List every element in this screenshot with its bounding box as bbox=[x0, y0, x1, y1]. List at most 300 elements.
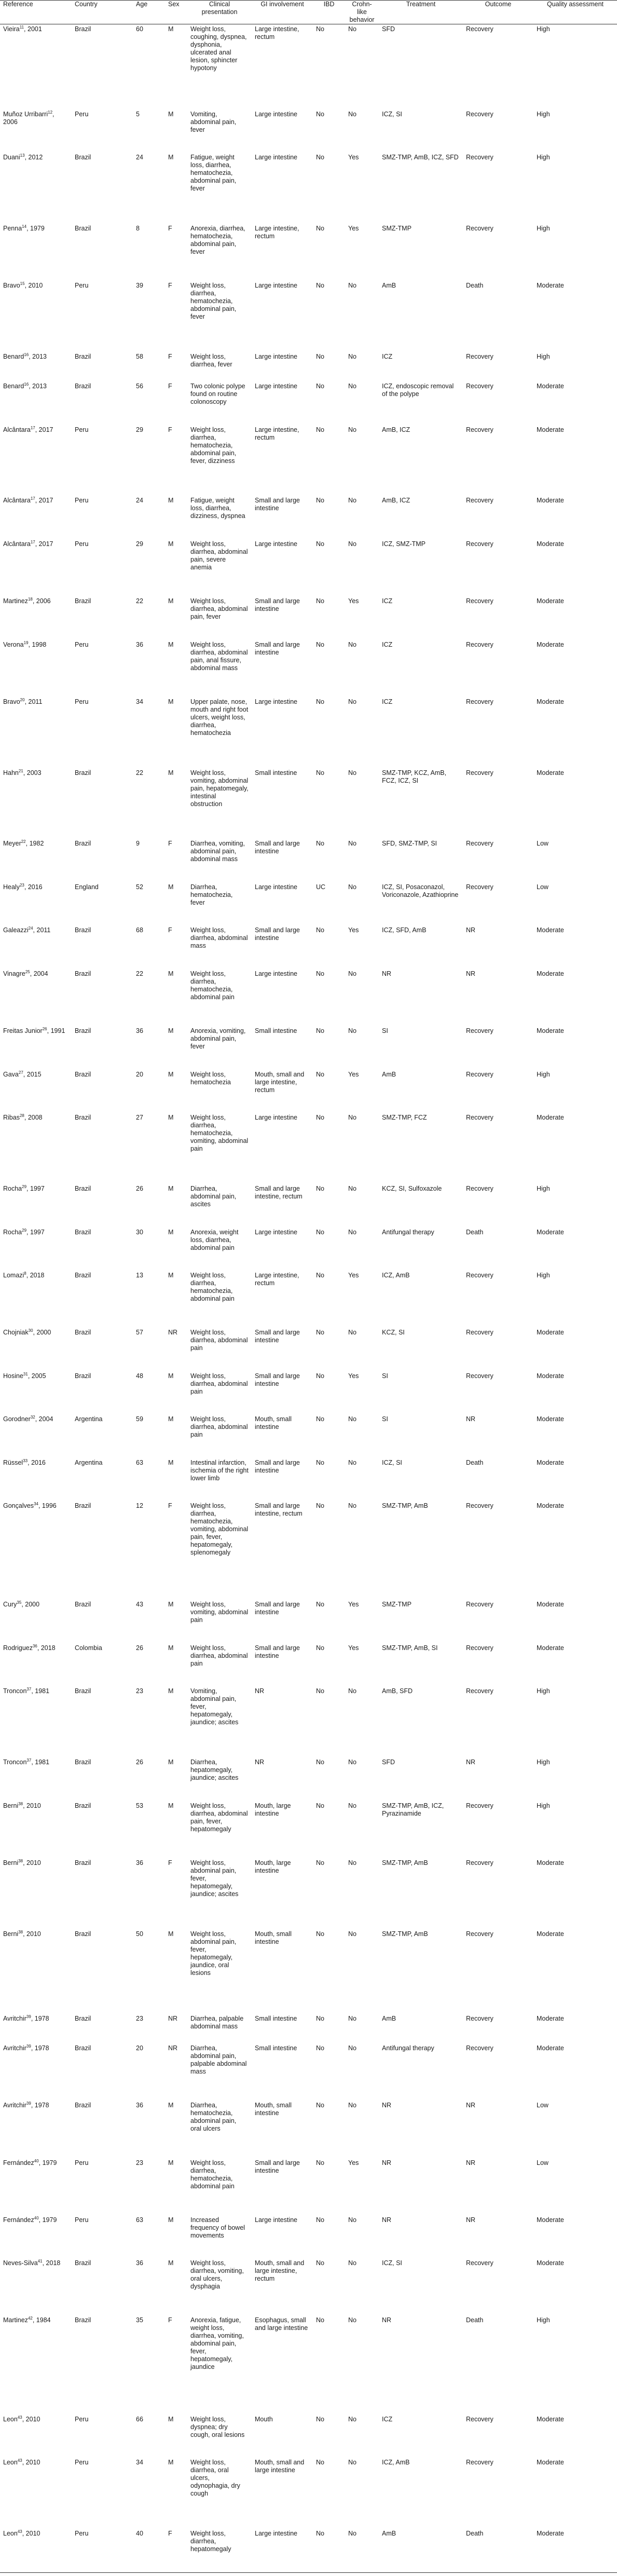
quality-cell: Moderate bbox=[537, 1372, 564, 1380]
treatment-cell: ICZ bbox=[382, 2415, 393, 2423]
age-cell: 39 bbox=[136, 282, 143, 290]
clinical-presentation-cell: Two colonic polype found on routine colonoscopy bbox=[190, 383, 245, 406]
country-cell: Argentina bbox=[75, 1415, 103, 1423]
clinical-presentation-cell: Diarrhea, vomiting, abdominal pain, abdominal mass bbox=[190, 840, 245, 863]
reference-cell: Vieira$^{11}$, 2001 bbox=[3, 24, 42, 33]
crohn-like-cell: No bbox=[345, 2529, 379, 2572]
crohn-like-cell: No bbox=[348, 282, 357, 290]
sex-cell: F bbox=[168, 926, 172, 934]
reference-year: 2018 bbox=[46, 2259, 61, 2267]
reference-author: Vinagre bbox=[3, 970, 25, 977]
crohn-like-cell: No bbox=[348, 1459, 357, 1466]
gi-involvement-cell: Large intestine bbox=[252, 2529, 313, 2572]
reference-cell: Bravo$^{15}$, 2010 bbox=[3, 281, 43, 290]
outcome-cell: Recovery bbox=[466, 2015, 493, 2023]
table-body bbox=[0, 24, 617, 2573]
reference-year: 2001 bbox=[28, 25, 42, 33]
reference-year: 1979 bbox=[42, 2159, 57, 2166]
clinical-presentation-cell: Diarrhea, abdominal pain, palpable abdominal mass bbox=[190, 2045, 247, 2076]
country-cell: Brazil bbox=[75, 225, 91, 233]
crohn-like-cell: No bbox=[348, 2415, 357, 2423]
reference-year: 1981 bbox=[35, 1687, 50, 1695]
clinical-presentation-cell: Weight loss, diarrhea, hematochezia, vomiting, abdominal pain, fever, hepatomegaly, splenomegaly bbox=[190, 1502, 249, 1557]
quality-cell: Moderate bbox=[537, 597, 564, 605]
reference-author: Hahn bbox=[3, 769, 19, 776]
reference-citation-number: 33 bbox=[23, 1458, 28, 1463]
country-cell: Peru bbox=[75, 110, 89, 118]
country-cell: Peru bbox=[75, 426, 89, 433]
gi-involvement-cell: Large intestine bbox=[255, 1228, 298, 1236]
quality-cell: Moderate bbox=[537, 1644, 564, 1652]
crohn-like-cell: No bbox=[348, 640, 357, 648]
table-row bbox=[0, 24, 617, 110]
crohn-like-cell: No bbox=[348, 1415, 357, 1423]
sex-cell: M bbox=[168, 1027, 174, 1035]
age-cell: 63 bbox=[136, 1459, 143, 1466]
gi-involvement-cell: NR bbox=[255, 1759, 265, 1766]
treatment-cell: NR bbox=[382, 2216, 392, 2224]
table-row bbox=[0, 1184, 617, 1228]
sex-cell: M bbox=[168, 25, 174, 33]
crohn-like-cell: No bbox=[348, 1687, 357, 1695]
sex-cell: M bbox=[168, 698, 174, 705]
table-row bbox=[0, 224, 617, 281]
outcome-cell: Recovery bbox=[466, 883, 493, 891]
ibd-cell: No bbox=[316, 2015, 324, 2023]
reference-citation-number: 36 bbox=[32, 1643, 37, 1648]
reference-citation-number: 40 bbox=[34, 2215, 39, 2220]
table-row bbox=[0, 697, 617, 768]
reference-cell: Freitas Junior$^{26}$, 1991 bbox=[3, 1027, 65, 1035]
quality-cell: High bbox=[537, 2316, 550, 2324]
gi-involvement-cell: NR bbox=[255, 1687, 265, 1695]
table-row bbox=[0, 1600, 617, 1643]
quality-cell: High bbox=[537, 1272, 550, 1279]
treatment-cell: AmB, SFD bbox=[382, 1687, 413, 1695]
outcome-cell: Recovery bbox=[466, 1372, 493, 1380]
reference-cell: Muñoz Urribarri$^{12}$, 2006 bbox=[3, 110, 54, 126]
age-cell: 36 bbox=[136, 2259, 143, 2267]
sex-cell: M bbox=[168, 1415, 174, 1423]
clinical-presentation-cell: Vomiting, abdominal pain, fever, hepatomegaly, jaundice; ascites bbox=[190, 1687, 239, 1726]
age-cell: 26 bbox=[136, 1759, 143, 1766]
reference-author: Duani bbox=[3, 154, 20, 161]
treatment-cell: KCZ, SI bbox=[382, 1329, 405, 1337]
outcome-cell: Recovery bbox=[466, 2459, 493, 2466]
reference-cell: Neves-Silva$^{41}$, 2018 bbox=[3, 2259, 61, 2267]
gi-involvement-cell: Mouth, small and large intestine, rectum bbox=[255, 1070, 305, 1094]
header-outcome: Outcome bbox=[463, 1, 533, 24]
quality-cell: Moderate bbox=[537, 2259, 564, 2267]
ibd-cell: No bbox=[316, 383, 324, 390]
reference-author: Alcântara bbox=[3, 540, 31, 548]
sex-cell: NR bbox=[168, 1329, 178, 1337]
gi-involvement-cell: Esophagus, small and large intestine bbox=[255, 2316, 308, 2332]
treatment-cell: ICZ, SFD, AmB bbox=[382, 926, 427, 934]
country-cell: Brazil bbox=[75, 1687, 91, 1695]
reference-cell: Alcântara$^{17}$, 2017 bbox=[3, 539, 53, 548]
reference-cell: Lomazi$^8$, 2018 bbox=[3, 1271, 45, 1279]
reference-author: Benard bbox=[3, 383, 24, 390]
reference-year: 2011 bbox=[28, 698, 43, 705]
table-row bbox=[0, 2101, 617, 2158]
treatment-cell: SI bbox=[382, 1027, 388, 1035]
treatment-cell: SMZ-TMP, AmB bbox=[382, 1930, 428, 1938]
gi-involvement-cell: Large intestine bbox=[255, 282, 298, 290]
reference-cell: Avritchir$^{39}$, 1978 bbox=[3, 2014, 49, 2023]
age-cell: 5 bbox=[136, 110, 140, 118]
reference-citation-number: 40 bbox=[34, 2158, 39, 2163]
crohn-like-cell: Yes bbox=[348, 1601, 359, 1609]
ibd-cell: No bbox=[316, 1372, 324, 1380]
treatment-cell: ICZ, SI bbox=[382, 110, 402, 118]
age-cell: 20 bbox=[136, 1070, 143, 1078]
sex-cell: F bbox=[168, 225, 172, 233]
country-cell: Brazil bbox=[75, 1930, 91, 1938]
treatment-cell: ICZ bbox=[382, 353, 393, 361]
gi-involvement-cell: Small and large intestine bbox=[255, 2159, 300, 2174]
reference-cell: Hosine$^{31}$, 2005 bbox=[3, 1371, 46, 1380]
sex-cell: M bbox=[168, 110, 174, 118]
reference-author: Rodriguez bbox=[3, 1644, 33, 1652]
ibd-cell: No bbox=[316, 110, 324, 118]
reference-cell: Gorodner$^{32}$, 2004 bbox=[3, 1415, 53, 1423]
gi-involvement-cell: Small and large intestine bbox=[255, 1372, 300, 1387]
gi-involvement-cell: Large intestine bbox=[255, 540, 298, 548]
ibd-cell: No bbox=[316, 840, 324, 848]
age-cell: 48 bbox=[136, 1372, 143, 1380]
treatment-cell: ICZ, AmB bbox=[382, 1272, 410, 1279]
quality-cell: Moderate bbox=[537, 2459, 564, 2466]
country-cell: Brazil bbox=[75, 1859, 91, 1866]
outcome-cell: NR bbox=[466, 2216, 476, 2224]
sex-cell: M bbox=[168, 497, 174, 505]
treatment-cell: SFD bbox=[382, 25, 395, 33]
table-row bbox=[0, 596, 617, 640]
country-cell: Brazil bbox=[75, 1114, 91, 1122]
reference-author: Freitas Junior bbox=[3, 1027, 43, 1035]
reference-year: 2017 bbox=[38, 426, 53, 433]
reference-citation-number: 42 bbox=[28, 2316, 33, 2321]
gi-involvement-cell: Mouth bbox=[255, 2415, 273, 2423]
ibd-cell: No bbox=[316, 1859, 324, 1866]
sex-cell: M bbox=[168, 1228, 174, 1236]
crohn-like-cell: No bbox=[348, 2259, 357, 2267]
sex-cell: M bbox=[168, 1687, 174, 1695]
ibd-cell: No bbox=[316, 1459, 324, 1466]
country-cell: Brazil bbox=[75, 1027, 91, 1035]
clinical-presentation-cell: Weight loss, diarrhea, abdominal pain, fever bbox=[190, 597, 248, 621]
crohn-like-cell: No bbox=[348, 1228, 357, 1236]
ibd-cell: No bbox=[316, 1027, 324, 1035]
table-row bbox=[0, 882, 617, 926]
clinical-presentation-cell: Fatigue, weight loss, diarrhea, hematochezia, abdominal pain, fever bbox=[190, 154, 237, 193]
reference-year: 1979 bbox=[42, 2216, 57, 2224]
clinical-presentation-cell: Weight loss, abdominal pain, fever, hepatomegaly, jaundice; ascites bbox=[190, 1859, 239, 1898]
reference-citation-number: 34 bbox=[34, 1502, 38, 1507]
crohn-like-cell: No bbox=[348, 2015, 357, 2023]
country-cell: Colombia bbox=[75, 1644, 102, 1652]
outcome-cell: Recovery bbox=[466, 154, 493, 161]
clinical-presentation-cell: Weight loss, diarrhea, hepatomegaly bbox=[187, 2529, 252, 2572]
reference-author: Gonçalves bbox=[3, 1502, 34, 1510]
reference-author: Rocha bbox=[3, 1228, 22, 1236]
quality-cell: High bbox=[537, 1185, 550, 1193]
reference-citation-number: 23 bbox=[19, 882, 24, 888]
treatment-cell: SMZ-TMP bbox=[382, 1601, 412, 1609]
age-cell: 36 bbox=[136, 640, 143, 648]
ibd-cell: No bbox=[316, 2159, 324, 2166]
country-cell: Brazil bbox=[75, 1502, 91, 1510]
outcome-cell: Recovery bbox=[466, 1601, 493, 1609]
treatment-cell: NR bbox=[382, 2102, 392, 2109]
ibd-cell: No bbox=[313, 2529, 345, 2572]
treatment-cell: ICZ, AmB bbox=[382, 2459, 410, 2466]
reference-citation-number: 37 bbox=[26, 1687, 32, 1692]
reference-cell: Chojniak$^{30}$, 2000 bbox=[3, 1328, 51, 1337]
country-cell: Argentina bbox=[75, 1459, 103, 1466]
header-quality: Quality assessment bbox=[533, 1, 617, 24]
reference-cell: Alcântara$^{17}$, 2017 bbox=[3, 496, 53, 505]
treatment-cell: AmB, ICZ bbox=[382, 497, 410, 505]
crohn-like-cell: No bbox=[348, 1502, 357, 1510]
reference-year: 2018 bbox=[40, 1644, 56, 1652]
reference-year: 2010 bbox=[25, 2529, 40, 2537]
crohn-like-cell: No bbox=[348, 840, 357, 848]
quality-cell: Moderate bbox=[537, 2415, 564, 2423]
crohn-like-cell: Yes bbox=[348, 926, 359, 934]
gi-involvement-cell: Large intestine, rectum bbox=[255, 426, 299, 441]
table-row bbox=[0, 1328, 617, 1371]
clinical-presentation-cell: Diarrhea, hematochezia, fever bbox=[190, 883, 233, 906]
treatment-cell: SMZ-TMP, AmB, SI bbox=[382, 1644, 438, 1652]
clinical-presentation-cell: Vomiting, abdominal pain, fever bbox=[190, 110, 237, 133]
reference-author: Cury bbox=[3, 1601, 17, 1609]
sex-cell: M bbox=[168, 769, 174, 776]
quality-cell: High bbox=[537, 1759, 550, 1766]
sex-cell: F bbox=[168, 1859, 172, 1866]
clinical-presentation-cell: Diarrhea, palpable abdominal mass bbox=[190, 2015, 244, 2030]
table-row bbox=[0, 1228, 617, 1271]
sex-cell: M bbox=[168, 640, 174, 648]
age-cell: 27 bbox=[136, 1114, 143, 1122]
table-row bbox=[0, 2215, 617, 2259]
age-cell: 40 bbox=[133, 2529, 165, 2572]
age-cell: 43 bbox=[136, 1601, 143, 1609]
ibd-cell: No bbox=[316, 2259, 324, 2267]
reference-author: Leon bbox=[3, 2529, 18, 2537]
reference-year: 1982 bbox=[29, 840, 44, 848]
reference-citation-number: 38 bbox=[18, 1801, 23, 1806]
sex-cell: F bbox=[168, 426, 172, 433]
clinical-presentation-cell: Diarrhea, abdominal pain, ascites bbox=[190, 1185, 237, 1208]
age-cell: 52 bbox=[136, 883, 143, 891]
table-row bbox=[0, 768, 617, 839]
treatment-cell: ICZ, endoscopic removal of the polype bbox=[382, 383, 454, 398]
clinical-presentation-cell: Weight loss, diarrhea, hematochezia, abdominal pain bbox=[190, 2159, 235, 2190]
table-row bbox=[0, 281, 617, 352]
outcome-cell: NR bbox=[466, 970, 476, 977]
country-cell: Brazil bbox=[75, 1185, 91, 1193]
clinical-presentation-cell: Weight loss, vomiting, abdominal pain, hepatomegaly, intestinal obstruction bbox=[190, 769, 249, 808]
reference-cell: Hahn$^{21}$, 2003 bbox=[3, 768, 42, 776]
country-cell: England bbox=[75, 883, 99, 891]
ibd-cell: No bbox=[316, 154, 324, 161]
ibd-cell: No bbox=[316, 426, 324, 433]
treatment-cell: AmB bbox=[382, 1070, 396, 1078]
age-cell: 22 bbox=[136, 970, 143, 977]
treatment-cell: ICZ bbox=[382, 597, 393, 605]
treatment-cell: ICZ bbox=[382, 698, 393, 705]
reference-author: Avritchir bbox=[3, 2015, 26, 2023]
outcome-cell: Recovery bbox=[466, 426, 493, 433]
reference-year: 2003 bbox=[26, 769, 42, 776]
reference-year: 2006 bbox=[36, 597, 51, 605]
clinical-presentation-cell: Weight loss, diarrhea, abdominal pain, anal fissure, abdominal mass bbox=[190, 640, 248, 672]
sex-cell: M bbox=[168, 883, 174, 891]
quality-cell: Low bbox=[537, 840, 549, 848]
reference-author: Leon bbox=[3, 2459, 18, 2466]
sex-cell: M bbox=[168, 2415, 174, 2423]
reference-cell: Rocha$^{29}$, 1997 bbox=[3, 1228, 45, 1236]
reference-cell: Martinez$^{18}$, 2006 bbox=[3, 596, 51, 605]
quality-cell: Moderate bbox=[537, 282, 564, 290]
table-row bbox=[0, 153, 617, 224]
sex-cell: F bbox=[165, 2529, 187, 2572]
header-reference: Reference bbox=[0, 1, 72, 24]
quality-cell: High bbox=[537, 110, 550, 118]
reference-cell: Galeazzi$^{24}$, 2011 bbox=[3, 926, 51, 934]
crohn-like-cell: No bbox=[348, 1759, 357, 1766]
ibd-cell: No bbox=[316, 2216, 324, 2224]
quality-cell: Moderate bbox=[537, 1930, 564, 1938]
crohn-like-cell: No bbox=[348, 769, 357, 776]
reference-year: 2016 bbox=[31, 1459, 46, 1466]
clinical-presentation-cell: Weight loss, diarrhea, abdominal pain, severe anemia bbox=[190, 540, 248, 571]
reference-cell: Benard$^{16}$, 2013 bbox=[3, 381, 47, 390]
crohn-like-cell: No bbox=[348, 1114, 357, 1122]
sex-cell: M bbox=[168, 1070, 174, 1078]
clinical-presentation-cell: Weight loss, diarrhea, hematochezia, vomiting, abdominal pain bbox=[190, 1114, 249, 1153]
country-cell: Brazil bbox=[75, 2316, 91, 2324]
country-cell: Peru bbox=[75, 2415, 89, 2423]
sex-cell: M bbox=[168, 2159, 174, 2166]
sex-cell: M bbox=[168, 2102, 174, 2109]
reference-citation-number: 16 bbox=[24, 352, 29, 358]
reference-year: 2016 bbox=[28, 883, 43, 891]
sex-cell: M bbox=[168, 1459, 174, 1466]
ibd-cell: No bbox=[316, 698, 324, 705]
treatment-cell: ICZ, SI, Posaconazol, Voriconazole, Azathioprine bbox=[382, 883, 459, 898]
crohn-like-cell: Yes bbox=[348, 1272, 359, 1279]
ibd-cell: No bbox=[316, 1114, 324, 1122]
quality-cell: Moderate bbox=[537, 426, 564, 433]
outcome-cell: Recovery bbox=[466, 383, 493, 390]
clinical-presentation-cell: Weight loss, dyspnea; dry cough, oral lesions bbox=[190, 2415, 245, 2438]
reference-year: 2000 bbox=[36, 1329, 51, 1337]
header-crohn-like: Crohn-like behavior bbox=[345, 1, 379, 24]
reference-citation-number: 13 bbox=[20, 153, 25, 158]
reference-cell: Bravo$^{20}$, 2011 bbox=[3, 697, 43, 705]
reference-year: 1991 bbox=[50, 1027, 65, 1035]
crohn-like-cell: No bbox=[348, 497, 357, 505]
table-row bbox=[0, 640, 617, 697]
reference-cell: Benard$^{16}$, 2013 bbox=[3, 352, 47, 361]
reference-author: Avritchir bbox=[3, 2102, 26, 2109]
quality-cell: High bbox=[537, 1070, 550, 1078]
age-cell: 29 bbox=[136, 540, 143, 548]
table-row bbox=[0, 1371, 617, 1415]
outcome-cell: Recovery bbox=[466, 840, 493, 848]
reference-citation-number: 26 bbox=[42, 1027, 47, 1032]
outcome-cell: NR bbox=[466, 2102, 476, 2109]
table-row bbox=[0, 2258, 617, 2315]
outcome-cell: Recovery bbox=[466, 640, 493, 648]
gi-involvement-cell: Small intestine bbox=[255, 769, 297, 776]
country-cell: Brazil bbox=[75, 1601, 91, 1609]
reference-citation-number: 30 bbox=[28, 1328, 33, 1333]
outcome-cell: Recovery bbox=[466, 25, 493, 33]
treatment-cell: SMZ-TMP, FCZ bbox=[382, 1114, 427, 1122]
header-clinical-presentation: Clinical presentation bbox=[187, 1, 252, 24]
reference-author: Troncon bbox=[3, 1687, 27, 1695]
ibd-cell: No bbox=[316, 1759, 324, 1766]
reference-cell: Avritchir$^{39}$, 1978 bbox=[3, 2044, 49, 2052]
country-cell: Brazil bbox=[75, 1372, 91, 1380]
sex-cell: M bbox=[168, 1372, 174, 1380]
treatment-cell: AmB bbox=[382, 282, 396, 290]
clinical-presentation-cell: Weight loss, diarrhea, vomiting, oral ulcers, dysphagia bbox=[190, 2259, 244, 2291]
table-row bbox=[0, 1929, 617, 2014]
ibd-cell: No bbox=[316, 282, 324, 290]
table-row bbox=[0, 839, 617, 882]
outcome-cell: Death bbox=[463, 2529, 533, 2572]
table-row bbox=[0, 1271, 617, 1328]
reference-citation-number: 27 bbox=[18, 1070, 23, 1075]
reference-year: 2017 bbox=[38, 497, 53, 505]
ibd-cell: UC bbox=[316, 883, 326, 891]
table-row bbox=[0, 381, 617, 425]
ibd-cell: No bbox=[316, 225, 324, 233]
reference-year: 2010 bbox=[25, 2415, 40, 2423]
age-cell: 30 bbox=[136, 1228, 143, 1236]
header-sex: Sex bbox=[165, 1, 187, 24]
age-cell: 36 bbox=[136, 1859, 143, 1866]
table-row bbox=[0, 1113, 617, 1184]
header-treatment: Treatment bbox=[379, 1, 463, 24]
reference-author: Meyer bbox=[3, 840, 21, 848]
reference-year: 2000 bbox=[25, 1601, 40, 1609]
table-row bbox=[0, 2014, 617, 2043]
reference-year: 1996 bbox=[42, 1502, 57, 1510]
age-cell: 24 bbox=[136, 497, 143, 505]
quality-cell: High bbox=[537, 1802, 550, 1809]
reference-citation-number: 25 bbox=[25, 969, 30, 974]
reference-citation-number: 31 bbox=[23, 1371, 28, 1376]
age-cell: 9 bbox=[136, 840, 140, 848]
age-cell: 66 bbox=[136, 2415, 143, 2423]
header-ibd: IBD bbox=[313, 1, 345, 24]
reference-citation-number: 18 bbox=[28, 596, 33, 602]
age-cell: 57 bbox=[136, 1329, 143, 1337]
treatment-cell: AmB, ICZ bbox=[382, 426, 410, 433]
outcome-cell: NR bbox=[466, 1759, 476, 1766]
outcome-cell: Recovery bbox=[466, 1644, 493, 1652]
clinical-presentation-cell: Weight loss, diarrhea, abdominal pain bbox=[190, 1372, 248, 1395]
crohn-like-cell: No bbox=[348, 1329, 357, 1337]
reference-author: Martinez bbox=[3, 2316, 28, 2324]
sex-cell: M bbox=[168, 1185, 174, 1193]
